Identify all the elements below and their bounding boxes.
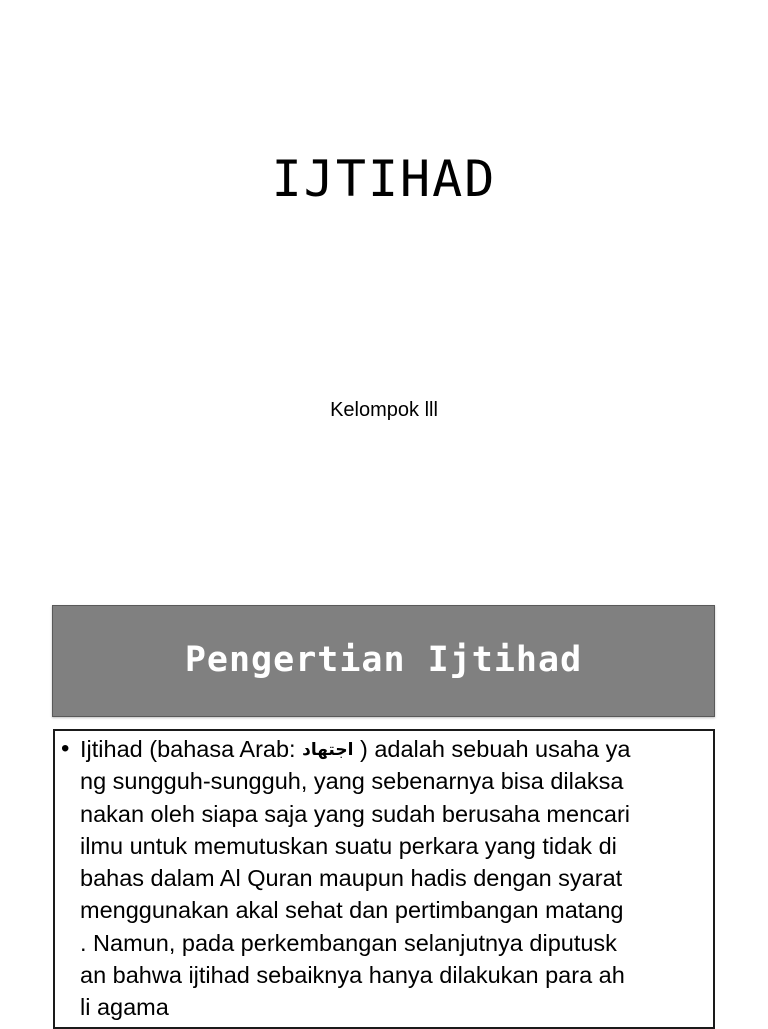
content-box: [53, 729, 715, 1029]
paragraph-line: ng sungguh-sungguh, yang sebenarnya bisa dilaksa: [80, 768, 624, 795]
paragraph-line: li agama: [80, 994, 169, 1021]
section-header-box: [52, 605, 715, 717]
slide-subtitle: Kelompok lll: [330, 399, 438, 421]
paragraph-line: bahas dalam Al Quran maupun hadis dengan syarat: [80, 865, 623, 892]
paragraph-line: an bahwa ijtihad sebaiknya hanya dilakukan para ah: [80, 962, 625, 989]
paragraph-line: ilmu untuk memutuskan suatu perkara yang tidak di: [80, 832, 617, 859]
line-text: ) adalah sebuah usaha ya: [353, 736, 631, 762]
paragraph-line: menggunakan akal sehat dan pertimbangan matang: [80, 897, 624, 924]
slide-title: IJTIHAD: [271, 150, 497, 208]
arabic-term: اجتهاد: [302, 740, 354, 760]
section-heading: Pengertian Ijtihad: [184, 640, 583, 680]
paragraph-line: . Namun, pada perkembangan selanjutnya diputusk: [80, 929, 617, 956]
paragraph-line: nakan oleh siapa saja yang sudah berusaha mencari: [80, 800, 631, 827]
line-text: Ijtihad (bahasa Arab:: [80, 736, 303, 762]
bullet-icon: •: [61, 735, 70, 762]
bullet-paragraph: [80, 733, 712, 1024]
paragraph-line: [80, 733, 712, 765]
